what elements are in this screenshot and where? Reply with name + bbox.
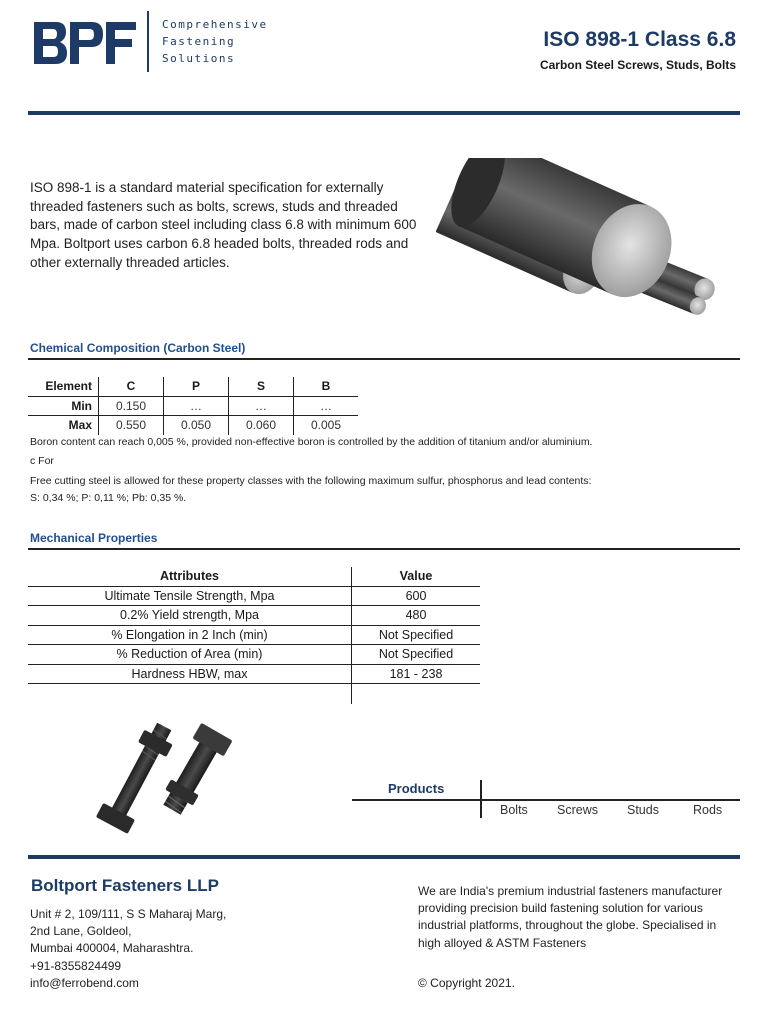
row-label: Max [68, 418, 92, 433]
column-header: S [229, 377, 294, 396]
products-label: Products [388, 781, 445, 796]
boron-note: Boron content can reach 0,005 %, provided non-effective boron is controlled by the addition of titanium and/or aluminium. [30, 436, 593, 448]
company-address [30, 906, 226, 992]
copyright: © Copyright 2021. [418, 976, 515, 990]
table-row [28, 625, 480, 645]
products-rule [352, 799, 740, 801]
tagline-line: Fastening [162, 35, 236, 48]
mechanical-properties-table [28, 567, 480, 704]
attribute-cell: Hardness HBW, max [28, 664, 352, 684]
chemical-composition-table [28, 377, 358, 435]
attribute-cell: 0.2% Yield strength, Mpa [28, 606, 352, 626]
attribute-cell: % Elongation in 2 Inch (min) [28, 625, 352, 645]
document-title: ISO 898-1 Class 6.8 [543, 28, 736, 51]
tagline-line: Solutions [162, 52, 236, 65]
value-cell: Not Specified [352, 645, 481, 665]
product-screws: Screws [557, 803, 598, 817]
value-cell: 600 [352, 586, 481, 606]
table-row [28, 586, 480, 606]
footnote-c: c For [30, 455, 54, 467]
section-rule [28, 548, 740, 550]
column-header: Attributes [28, 567, 352, 586]
phone-number: +91-8355824499 [30, 958, 122, 973]
hex-bolts-image [78, 712, 248, 840]
column-header: B [294, 377, 359, 396]
tagline-line: Comprehensive [162, 18, 268, 31]
footer-rule [28, 855, 740, 859]
company-name: Boltport Fasteners LLP [31, 876, 219, 895]
mechanical-properties-heading: Mechanical Properties [30, 531, 158, 545]
email-address: info@ferrobend.com [30, 975, 139, 990]
bpf-logo [34, 20, 136, 66]
table-row [28, 606, 480, 626]
table-row [28, 416, 358, 435]
table-row [28, 396, 358, 416]
table-cell: 0.060 [229, 416, 294, 435]
address-line: Unit # 2, 109/111, S S Maharaj Marg, [30, 907, 227, 921]
column-header: P [164, 377, 229, 396]
product-studs: Studs [627, 803, 659, 817]
tagline [162, 16, 268, 67]
table-cell: 0.150 [99, 396, 164, 416]
logo-divider [147, 11, 149, 72]
column-header: Value [352, 567, 481, 586]
value-cell: Not Specified [352, 625, 481, 645]
column-header: Element [28, 377, 99, 396]
attribute-cell: % Reduction of Area (min) [28, 645, 352, 665]
table-row-empty [28, 684, 480, 705]
company-about: We are India's premium industrial fasteners manufacturer providing precision build fastening solution for various industrial platforms, throughout the globe. Specialised in high alloyed & ASTM Fasteners [418, 884, 723, 950]
product-bolts: Bolts [500, 803, 528, 817]
table-row [28, 664, 480, 684]
table-cell: 0.550 [99, 416, 164, 435]
column-header: C [99, 377, 164, 396]
steel-rods-image [436, 158, 722, 318]
table-cell: … [164, 396, 229, 416]
value-cell: 181 - 238 [352, 664, 481, 684]
address-line: Mumbai 400004, Maharashtra. [30, 941, 194, 956]
table-row [28, 645, 480, 665]
attribute-cell: Ultimate Tensile Strength, Mpa [28, 586, 352, 606]
document-subtitle: Carbon Steel Screws, Studs, Bolts [539, 58, 736, 72]
product-rods: Rods [693, 803, 723, 817]
table-cell: 0.050 [164, 416, 229, 435]
chemical-composition-heading: Chemical Composition (Carbon Steel) [30, 341, 246, 355]
table-cell: … [229, 396, 294, 416]
table-cell: 0.005 [294, 416, 359, 435]
section-rule [28, 358, 740, 360]
address-line: 2nd Lane, Goldeol, [30, 924, 132, 939]
intro-paragraph: ISO 898-1 is a standard material specification for externally threaded fasteners such as bolts, screws, studs and threaded bars, made of carbon steel including class 6.8 with minimum 600 Mpa. Boltport uses carbon 6.8 headed bolts, threaded rods and other externally threaded articles. [30, 180, 417, 270]
free-cutting-limits: S: 0,34 %; P: 0,11 %; Pb: 0,35 %. [30, 492, 187, 504]
header-rule [28, 111, 740, 115]
table-cell: … [294, 396, 359, 416]
free-cutting-note: Free cutting steel is allowed for these property classes with the following maximum sulfur, phosphorus and lead contents: [30, 475, 592, 487]
row-label: Min [28, 396, 99, 416]
value-cell: 480 [352, 606, 481, 626]
